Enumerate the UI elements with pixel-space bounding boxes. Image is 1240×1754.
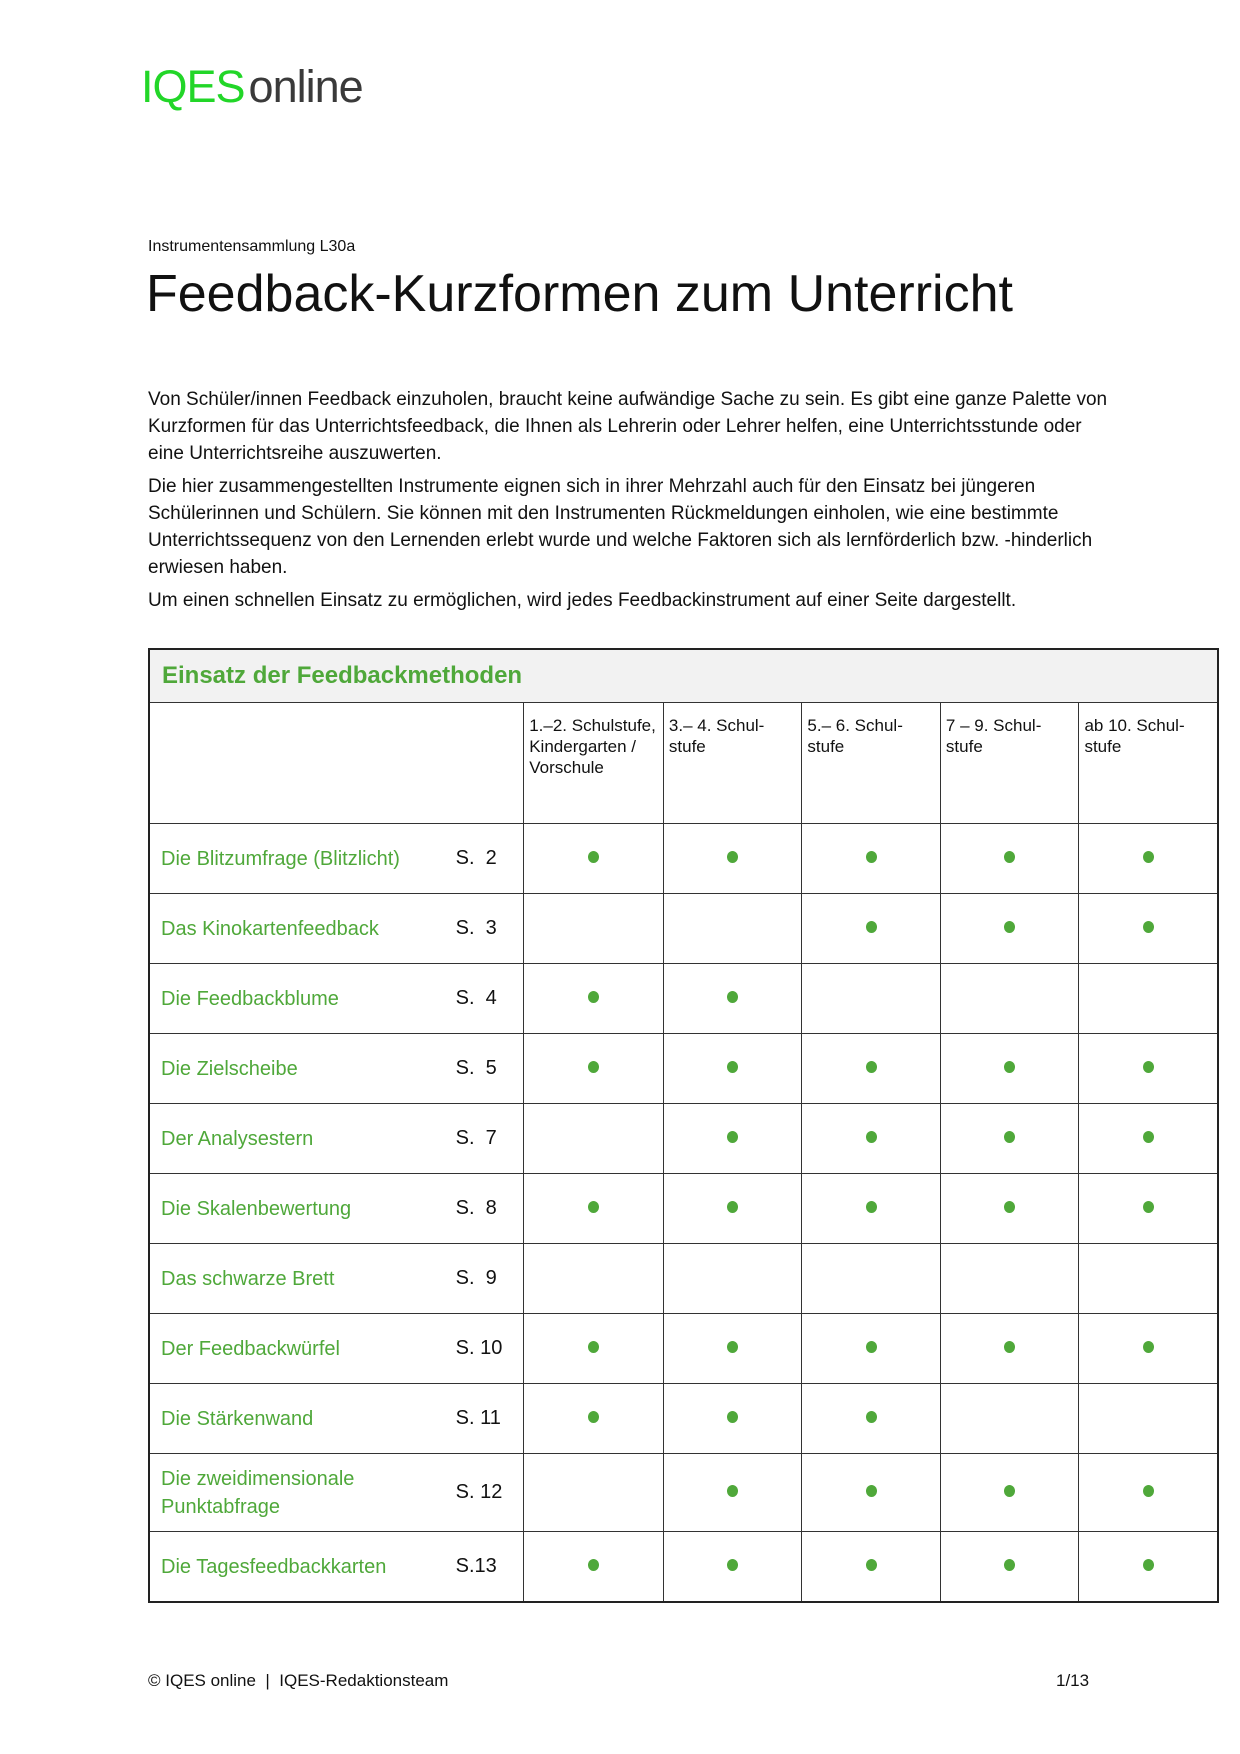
- page-reference: S. 11: [456, 1384, 524, 1454]
- suitability-cell: [940, 1174, 1079, 1244]
- suitability-cell: [524, 1034, 664, 1104]
- suitability-cell: [524, 1532, 664, 1603]
- method-link[interactable]: Die Tagesfeedbackkarten: [149, 1532, 456, 1603]
- suitability-cell: [802, 1532, 941, 1603]
- suitability-cell: [663, 824, 802, 894]
- page-reference: S. 4: [456, 964, 524, 1034]
- suitable-dot-icon: [1143, 921, 1154, 933]
- suitable-dot-icon: [1004, 1131, 1015, 1143]
- suitable-dot-icon: [1004, 1485, 1015, 1497]
- suitable-dot-icon: [588, 1201, 599, 1213]
- method-link[interactable]: Die Zielscheibe: [149, 1034, 456, 1104]
- suitability-cell: [663, 1384, 802, 1454]
- suitability-cell: [663, 1314, 802, 1384]
- suitability-cell: [1079, 964, 1218, 1034]
- suitable-dot-icon: [1143, 1559, 1154, 1571]
- suitable-dot-icon: [866, 1411, 877, 1423]
- suitability-cell: [663, 1034, 802, 1104]
- empty-header-cell: [149, 703, 524, 824]
- suitable-dot-icon: [1004, 1201, 1015, 1213]
- method-link[interactable]: Die Skalenbewertung: [149, 1174, 456, 1244]
- suitability-cell: [940, 1104, 1079, 1174]
- suitability-cell: [940, 1532, 1079, 1603]
- paragraph: Die hier zusammengestellten Instrumente eignen sich in ihrer Mehrzahl auch für den Einsatz bei jüngeren Schülerinnen und Schülern. Sie können mit den Instrumenten Rückmeldungen einholen, wie eine bestimmte Unterrichtssequenz von den Lernenden erlebt wurde und welche Faktoren sich als lernförderlich bzw. -hinderlich erwiesen haben.: [148, 476, 1093, 578]
- table-row: [149, 1034, 1218, 1104]
- paragraph: Von Schüler/innen Feedback einzuholen, braucht keine aufwändige Sache zu sein. Es gibt eine ganze Palette von Kurzformen für das Unterrichtsfeedback, die Ihnen als Lehrerin oder Lehrer helfen, eine Unterrichtsstunde oder eine Unterrichtsreihe auszuwerten.: [148, 389, 1108, 464]
- page-reference: S. 5: [456, 1034, 524, 1104]
- suitability-cell: [802, 894, 941, 964]
- suitable-dot-icon: [866, 1201, 877, 1213]
- suitability-cell: [940, 824, 1079, 894]
- suitable-dot-icon: [866, 1559, 877, 1571]
- suitable-dot-icon: [1143, 1341, 1154, 1353]
- suitable-dot-icon: [588, 1559, 599, 1571]
- suitability-cell: [802, 1384, 941, 1454]
- feedback-methods-table: [148, 648, 1219, 1603]
- page-reference: S. 12: [456, 1454, 524, 1532]
- table-row: [149, 824, 1218, 894]
- suitability-cell: [663, 894, 802, 964]
- suitable-dot-icon: [727, 991, 738, 1003]
- suitability-cell: [1079, 1314, 1218, 1384]
- suitability-cell: [663, 1532, 802, 1603]
- suitable-dot-icon: [1143, 1201, 1154, 1213]
- suitable-dot-icon: [866, 851, 877, 863]
- suitability-cell: [524, 824, 664, 894]
- intro-text: [148, 386, 1108, 620]
- method-link[interactable]: Der Analysestern: [149, 1104, 456, 1174]
- suitable-dot-icon: [1004, 1061, 1015, 1073]
- suitability-cell: [524, 1454, 664, 1532]
- table-row: [149, 894, 1218, 964]
- suitable-dot-icon: [588, 1411, 599, 1423]
- suitability-cell: [524, 1384, 664, 1454]
- suitable-dot-icon: [1143, 1485, 1154, 1497]
- suitability-cell: [802, 1034, 941, 1104]
- suitable-dot-icon: [727, 851, 738, 863]
- suitability-cell: [802, 1244, 941, 1314]
- page-reference: S. 10: [456, 1314, 524, 1384]
- suitability-cell: [1079, 1174, 1218, 1244]
- suitable-dot-icon: [727, 1201, 738, 1213]
- suitability-cell: [802, 1104, 941, 1174]
- table-row: [149, 1384, 1218, 1454]
- suitable-dot-icon: [727, 1411, 738, 1423]
- suitability-cell: [663, 1454, 802, 1532]
- suitable-dot-icon: [866, 1131, 877, 1143]
- suitability-cell: [663, 1174, 802, 1244]
- suitable-dot-icon: [1004, 1341, 1015, 1353]
- column-header: ab 10. Schulstufe: [1079, 703, 1218, 824]
- suitability-cell: [663, 1244, 802, 1314]
- page-reference: S. 3: [456, 894, 524, 964]
- suitable-dot-icon: [727, 1131, 738, 1143]
- suitability-cell: [802, 1314, 941, 1384]
- suitability-cell: [940, 964, 1079, 1034]
- method-link[interactable]: Das schwarze Brett: [149, 1244, 456, 1314]
- page-reference: S. 2: [456, 824, 524, 894]
- suitability-cell: [1079, 894, 1218, 964]
- suitable-dot-icon: [727, 1559, 738, 1571]
- table-row: [149, 1174, 1218, 1244]
- suitability-cell: [940, 894, 1079, 964]
- page-reference: S.13: [456, 1532, 524, 1603]
- suitability-cell: [1079, 824, 1218, 894]
- suitability-cell: [1079, 1454, 1218, 1532]
- suitability-cell: [802, 1454, 941, 1532]
- document-subtitle: Instrumentensammlung L30a: [148, 238, 356, 255]
- suitable-dot-icon: [1143, 1061, 1154, 1073]
- logo-iqes: IQES: [141, 61, 245, 112]
- method-link[interactable]: Der Feedbackwürfel: [149, 1314, 456, 1384]
- footer-credit: © IQES online | IQES-Redaktionsteam: [148, 1671, 449, 1690]
- method-link[interactable]: Die Feedbackblume: [149, 964, 456, 1034]
- column-header: 1.–2. Schulstufe, Kindergarten / Vorschule: [524, 703, 664, 824]
- suitability-cell: [524, 1244, 664, 1314]
- suitability-cell: [802, 824, 941, 894]
- paragraph: Um einen schnellen Einsatz zu ermöglichen, wird jedes Feedbackinstrument auf einer Seite dargestellt.: [148, 590, 1017, 611]
- iqes-online-logo: [141, 62, 363, 112]
- suitability-cell: [940, 1384, 1079, 1454]
- table-title: Einsatz der Feedbackmethoden: [149, 649, 1218, 703]
- page-reference: S. 7: [456, 1104, 524, 1174]
- suitable-dot-icon: [1143, 851, 1154, 863]
- suitability-cell: [663, 1104, 802, 1174]
- column-header: 3.– 4. Schulstufe: [663, 703, 802, 824]
- suitability-cell: [940, 1454, 1079, 1532]
- table-row: [149, 1104, 1218, 1174]
- suitability-cell: [802, 964, 941, 1034]
- suitable-dot-icon: [866, 921, 877, 933]
- suitable-dot-icon: [588, 1341, 599, 1353]
- suitable-dot-icon: [866, 1485, 877, 1497]
- suitable-dot-icon: [1004, 921, 1015, 933]
- page-reference: S. 8: [456, 1174, 524, 1244]
- method-link[interactable]: Das Kinokartenfeedback: [149, 894, 456, 964]
- suitability-cell: [1079, 1244, 1218, 1314]
- suitability-cell: [940, 1314, 1079, 1384]
- suitability-cell: [524, 894, 664, 964]
- suitability-cell: [940, 1034, 1079, 1104]
- suitability-cell: [524, 1314, 664, 1384]
- suitable-dot-icon: [727, 1485, 738, 1497]
- column-header: 7 – 9. Schulstufe: [940, 703, 1079, 824]
- suitability-cell: [1079, 1104, 1218, 1174]
- suitability-cell: [1079, 1384, 1218, 1454]
- suitability-cell: [1079, 1532, 1218, 1603]
- suitable-dot-icon: [727, 1341, 738, 1353]
- column-header: 5.– 6. Schulstufe: [802, 703, 941, 824]
- page-title: Feedback-Kurzformen zum Unterricht: [146, 265, 1013, 323]
- suitability-cell: [524, 964, 664, 1034]
- table-row: [149, 1314, 1218, 1384]
- table-row: [149, 1532, 1218, 1603]
- suitable-dot-icon: [588, 851, 599, 863]
- suitability-cell: [1079, 1034, 1218, 1104]
- suitability-cell: [524, 1174, 664, 1244]
- suitable-dot-icon: [588, 991, 599, 1003]
- page-number: 1/13: [1056, 1671, 1090, 1690]
- suitable-dot-icon: [866, 1341, 877, 1353]
- method-link[interactable]: Die zweidimensionale Punktabfrage: [149, 1454, 456, 1532]
- method-link[interactable]: Die Blitzumfrage (Blitzlicht): [149, 824, 456, 894]
- suitable-dot-icon: [866, 1061, 877, 1073]
- suitable-dot-icon: [727, 1061, 738, 1073]
- suitable-dot-icon: [1004, 1559, 1015, 1571]
- suitability-cell: [663, 964, 802, 1034]
- method-link[interactable]: Die Stärkenwand: [149, 1384, 456, 1454]
- suitability-cell: [802, 1174, 941, 1244]
- suitability-cell: [524, 1104, 664, 1174]
- suitable-dot-icon: [1004, 851, 1015, 863]
- suitable-dot-icon: [1143, 1131, 1154, 1143]
- suitability-cell: [940, 1244, 1079, 1314]
- table-row: [149, 1454, 1218, 1532]
- suitable-dot-icon: [588, 1061, 599, 1073]
- table-row: [149, 1244, 1218, 1314]
- table-row: [149, 964, 1218, 1034]
- logo-online: online: [248, 61, 363, 112]
- page-reference: S. 9: [456, 1244, 524, 1314]
